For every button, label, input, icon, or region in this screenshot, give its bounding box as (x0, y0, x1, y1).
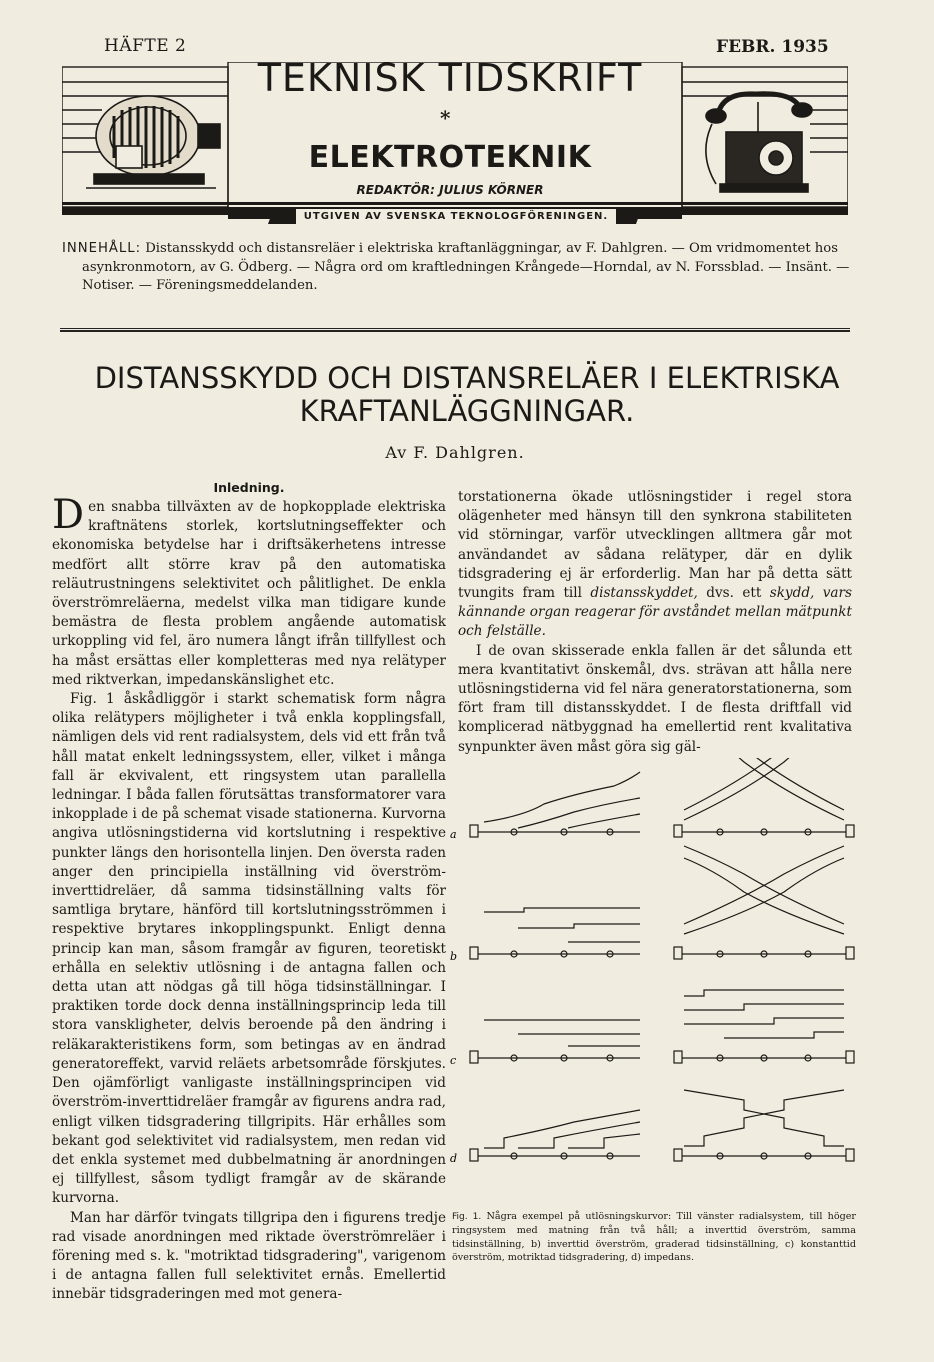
row-label-b: b (450, 950, 458, 963)
tripping-curve (684, 1018, 844, 1024)
paragraph: Man har därför tvingats tillgripa den i figurens tredje rad visade anordningen med riktade överströmreläer i förening med s. k. "motriktad tidsgradering", varigenom i de antagna fallen full selektivitet ernås. Emellertid innebär tidsgraderingen med mot genera- (52, 1209, 446, 1303)
issue-date: FEBR. 1935 (716, 37, 829, 57)
tripping-curve (684, 1090, 844, 1146)
issue-number: HÄFTE 2 (104, 36, 187, 56)
editor-line: REDAKTÖR: JULIUS KÖRNER (356, 183, 544, 197)
paragraph: Den snabba tillväxten av de hopkopplade elektriska kraftnätens storlek, kortslutningseffekter och ekonomiska betydelse har i driftsäkerhetens intresse medfört allt större krav på den automatiska reläutrustningens selektivitet och pålitlighet. De enkla överströmreläerna, medelst vilka man tidigare kunde bemästra de flesta problem angående automatisk urkoppling vid fel, äro numera långt ifrån tillfyllest och ha måst ersättas eller kompletteras med nya relätyper med riktverkan, impedanskänslighet etc. (52, 492, 446, 688)
caption-label: Fig. 1. (452, 1212, 482, 1222)
tripping-curve (724, 1032, 844, 1038)
station-box (470, 1149, 478, 1161)
row-label-a: a (450, 828, 457, 841)
author-byline (340, 443, 570, 462)
station-box (674, 825, 682, 837)
tripping-curve (518, 924, 640, 928)
tripping-curve (684, 846, 844, 924)
row-label-d: d (450, 1152, 458, 1165)
figure-1-tripping-curves (444, 758, 864, 1203)
contents-label: INNEHÅLL: (62, 241, 142, 256)
table-of-contents (62, 240, 872, 296)
article-title (40, 362, 894, 428)
figure-caption (452, 1210, 856, 1265)
station-box (470, 825, 478, 837)
paragraph: torstationerna ökade utlösningstider i regel stora olägenheter med hänsyn till den synkrona stabiliteten vid störningar, varför utvecklingen alltmera går mot användandet av sådana relätyper, där en dylik tidsgradering ej är erforderlig. Man har på detta sätt tvungits fram till distansskyddet, dvs. ett skydd, vars kännande organ reagerar för avståndet mellan mätpunkt och felställe. (458, 489, 852, 640)
station-box (470, 1051, 478, 1063)
telephone-icon (698, 84, 828, 204)
drop-cap: D (52, 492, 85, 538)
tripping-curve (484, 908, 640, 912)
tripping-curve (684, 758, 828, 820)
station-box (674, 1149, 682, 1161)
tripping-curve (684, 1090, 844, 1146)
station-box (674, 1051, 682, 1063)
divider (60, 328, 850, 329)
tripping-curve (518, 798, 640, 828)
paragraph: I de ovan skisserade enkla fallen är det sålunda ett mera kvantitativt önskemål, dvs. strävan att hålla nere utlösningstiderna vid fel nära generatorstationerna, som fört fram till distansskyddet. I de flesta driftfall vid komplicerad nätbyggnad ha emellertid rent kvalitativa synpunkter även måst göra sig gäl- (458, 642, 852, 755)
right-column (458, 488, 852, 757)
left-column (52, 492, 446, 1305)
electric-motor-icon (76, 88, 226, 198)
tripping-curve (518, 1122, 640, 1148)
journal-title: TEKNISK TIDSKRIFT (257, 56, 643, 100)
tripping-curve (568, 814, 640, 828)
station-box (846, 947, 854, 959)
contents-text: Distansskydd och distansreläer i elektriska kraftanläggningar, av F. Dahlgren. — Om vridmomentet hos asynkronmotorn, av G. Ödberg. — Några ord om kraftledningen Krångede—Horndal, av N. Forssblad. — Insänt. — Notiser. — Föreningsmeddelanden. (82, 241, 850, 293)
station-box (674, 947, 682, 959)
title-line: KRAFTANLÄGGNINGAR. (299, 394, 635, 428)
tripping-curve (684, 758, 834, 810)
station-box (470, 947, 478, 959)
tripping-curve (684, 990, 844, 996)
caption-text: Några exempel på utlösningskurvor: Till vänster radialsystem, till höger ringsystem med matning från två håll; a inverttid överström, samma tidsinställning, b) inverttid överström, graderad tidsinställning, c) konstanttid överström, motriktad tidsgradering, d) impedans. (452, 1211, 856, 1264)
section-heading: Inledning. (213, 480, 285, 495)
divider (60, 330, 850, 332)
station-box (846, 1149, 854, 1161)
author-name: F. Dahlgren. (413, 443, 525, 462)
paragraph: Fig. 1 åskådliggör i starkt schematisk form några olika relätypers möjligheter i två enkla kopplingsfall, nämligen dels vid rent radialsystem, dels vid ett från två håll matat enkelt ledningssystem, eller, vilket i många fall är ekvivalent, ett ringsystem utan parallella ledningar. I båda fallen förutsättas transformatorer vara inkopplade i de på schemat visade stationerna. Kurvorna angiva utlösningstiderna vid kortslutning i respektive punkter längs den horisontella linjen. Den översta raden anger den principiella inställning vid överström-inverttidreläer, då samma tidsinställning valts för samtliga brytare, hänförd till kortslutningsströmmen i respektive brytares inkopplingspunkt. Enligt denna princip kan man, såsom framgår av figuren, teoretiskt erhålla en selektiv utlösning i de antagna fallen och detta utan att nödgas gå till höga tidsinställningar. I praktiken torde dock denna inställningsprincip leda till stora vansklighеter, delvis beroende på den ändring i reläkarakteristikens form, som betingas av en ändrad generatoreffekt, varvid reläets arbetsområde förskjutes. Den ojämförligt vanligaste inställningsprincipen vid överström-inverttidreläer framgår av figurens andra rad, enligt vilken tidsgradering tillgripits. Här erhålles som bekant god selektivitet vid radialsystem, men redan vid det enkla systemet med dubbelmatning är anordningen ej tillfyllest, såsom tydligt framgår av de skärande kurvorna. (52, 691, 446, 1207)
author-prefix: Av (385, 443, 408, 462)
tripping-curve (684, 1004, 844, 1010)
title-line: DISTANSSKYDD OCH DISTANSRELÄER I ELEKTRISKA (94, 361, 840, 395)
tripping-curve (484, 772, 640, 822)
publisher-banner: UTGIVEN AV SVENSKA TEKNOLOGFÖRENINGEN. (296, 209, 616, 224)
section-title: ELEKTROTEKNIK (308, 140, 592, 175)
tripping-curve (696, 758, 844, 810)
row-label-c: c (450, 1054, 457, 1067)
station-box (846, 1051, 854, 1063)
tripping-curve (484, 1110, 640, 1148)
station-box (846, 825, 854, 837)
star-ornament: * (440, 106, 451, 130)
tripping-curve (568, 1134, 640, 1148)
